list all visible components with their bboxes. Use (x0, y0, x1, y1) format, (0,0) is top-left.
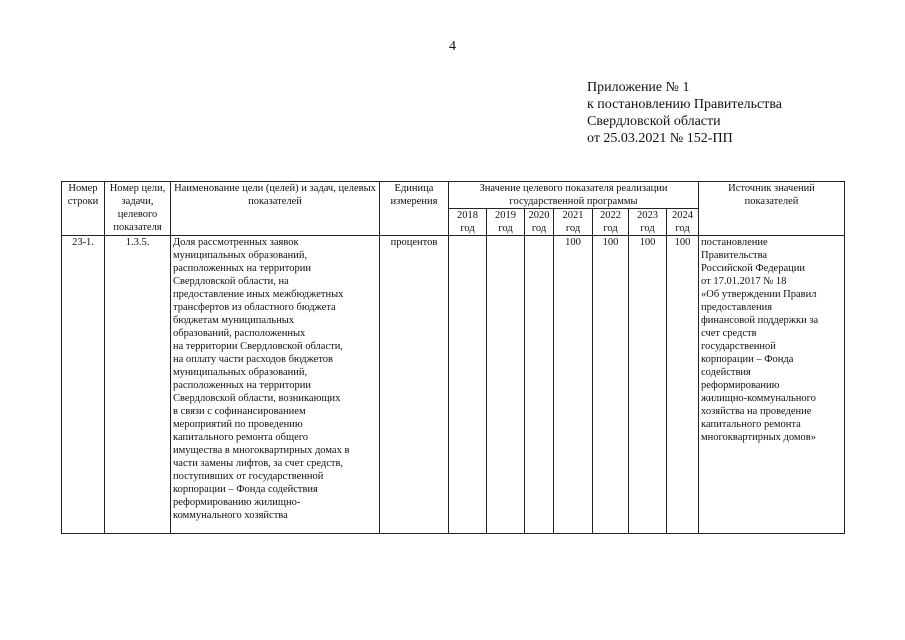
header-year: 2021 год (554, 209, 593, 236)
header-goal-number: Номер цели, задачи, целевого показателя (105, 182, 171, 236)
cell-indicator-name: Доля рассмотренных заявок муниципальных образований, расположенных на территории Свердловской области, на предоставление иных межбюджетных трансфертов из областного бюджета бюджетам муниципальных образований, расположенных на территории Свердловской области, на оплату части расходов бюджетов муниципальных образований, расположенных на территории Свердловской области, возникающих в связи с софинансированием мероприятий по проведению капитального ремонта общего имущества в многоквартирных домах в части замены лифтов, за счет средств, поступивших от государственной корпорации – Фонда содействия реформированию жилищно- коммунального хозяйства (171, 236, 380, 534)
cell-unit: процентов (380, 236, 449, 534)
cell-value-2019 (487, 236, 525, 534)
header-source: Источник значений показателей (699, 182, 845, 236)
cell-value-2020 (525, 236, 554, 534)
cell-value-2024: 100 (667, 236, 699, 534)
header-row-number: Номер строки (62, 182, 105, 236)
appendix-line: к постановлению Правительства (587, 97, 783, 112)
indicators-table (61, 181, 845, 534)
appendix-line: Свердловской области (587, 114, 721, 129)
cell-goal-number: 1.3.5. (105, 236, 171, 534)
appendix-line: от 25.03.2021 № 152-ПП (587, 131, 733, 146)
table-row (62, 236, 845, 534)
header-year: 2024 год (667, 209, 699, 236)
header-year: 2020 год (525, 209, 554, 236)
cell-value-2018 (449, 236, 487, 534)
cell-source: постановление Правительства Российской Федерации от 17.01.2017 № 18 «Об утверждении Правил предоставления финансовой поддержки за счет средств государственной корпорации – Фонда содействия реформированию жилищно-коммунального хозяйства на проведение капитального ремонта многоквартирных домов» (699, 236, 845, 534)
cell-value-2021: 100 (554, 236, 593, 534)
appendix-line: Приложение № 1 (587, 80, 690, 95)
page-number: 4 (449, 39, 456, 54)
header-target-values: Значение целевого показателя реализации государственной программы (449, 182, 699, 209)
header-name: Наименование цели (целей) и задач, целевых показателей (171, 182, 380, 236)
header-unit: Единица измерения (380, 182, 449, 236)
header-year: 2022 год (593, 209, 629, 236)
header-year: 2019 год (487, 209, 525, 236)
cell-value-2022: 100 (593, 236, 629, 534)
appendix-heading (587, 79, 782, 147)
cell-value-2023: 100 (629, 236, 667, 534)
cell-row-number: 23-1. (62, 236, 105, 534)
header-year: 2018 год (449, 209, 487, 236)
header-year: 2023 год (629, 209, 667, 236)
